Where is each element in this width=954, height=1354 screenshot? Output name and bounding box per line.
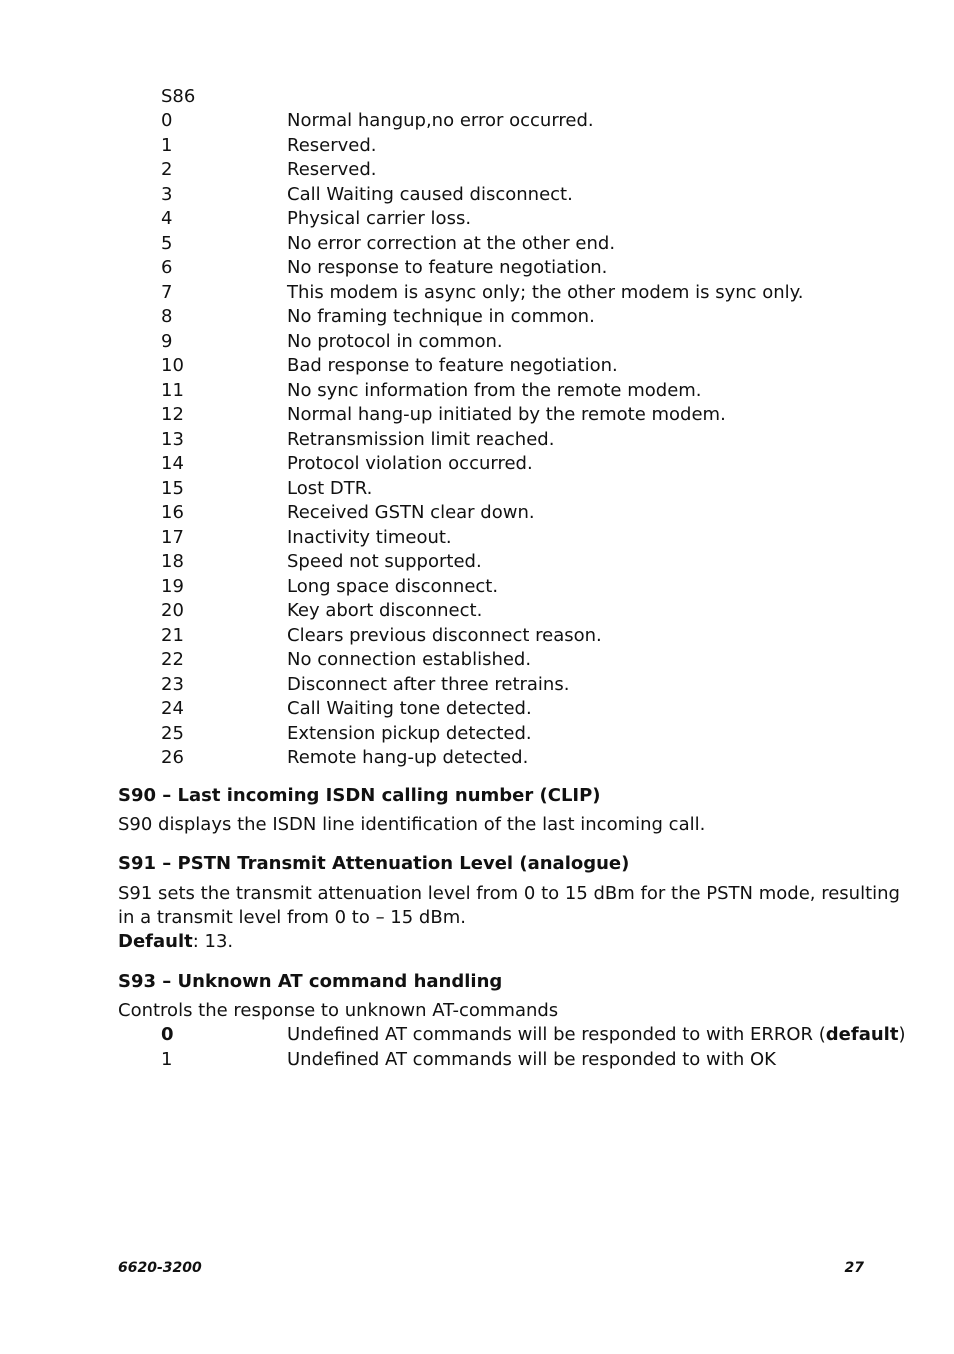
- code-row: [161, 550, 881, 575]
- code-number: 1: [161, 134, 173, 156]
- code-row: [161, 575, 881, 600]
- code-row: [161, 330, 881, 355]
- s93-section: [118, 970, 906, 1072]
- code-row: [161, 746, 881, 771]
- code-description: Inactivity timeout.: [287, 526, 452, 548]
- code-number: 16: [161, 502, 184, 523]
- code-row: [161, 281, 881, 306]
- code-row: [161, 134, 881, 159]
- code-row: [161, 158, 881, 183]
- code-description: Speed not supported.: [287, 551, 482, 572]
- footer-page-number: 27: [844, 1260, 864, 1276]
- code-row: [161, 501, 881, 526]
- code-number: 19: [161, 575, 184, 597]
- code-description: Physical carrier loss.: [287, 208, 472, 229]
- footer-doc-number: 6620-3200: [118, 1260, 202, 1276]
- s91-text-line2: in a transmit level from 0 to – 15 dBm.: [118, 907, 466, 928]
- s93-option-0-close: ): [898, 1024, 906, 1045]
- code-description: No connection established.: [287, 649, 532, 670]
- code-number: 23: [161, 673, 184, 695]
- code-row: [161, 256, 881, 281]
- code-description: Retransmission limit reached.: [287, 428, 555, 450]
- code-row: [161, 697, 881, 722]
- code-number: 21: [161, 624, 184, 646]
- code-number: 14: [161, 453, 184, 474]
- code-row: [161, 599, 881, 624]
- code-number: 3: [161, 183, 173, 205]
- s90-section: [118, 784, 878, 837]
- s93-option-0-desc: [287, 1023, 905, 1048]
- code-number: 2: [161, 159, 173, 180]
- code-row: [161, 403, 881, 428]
- code-number: 25: [161, 722, 184, 744]
- s93-option-0-code: 0: [161, 1024, 174, 1045]
- code-number: 10: [161, 355, 184, 376]
- code-description: Reserved.: [287, 159, 377, 180]
- code-number: 8: [161, 306, 173, 327]
- code-row: [161, 183, 881, 208]
- code-description: Normal hang-up initiated by the remote modem.: [287, 404, 726, 425]
- code-number: 5: [161, 232, 173, 254]
- code-number: 6: [161, 257, 173, 278]
- s86-label: S86: [161, 86, 196, 107]
- code-description: Lost DTR.: [287, 477, 373, 499]
- code-description: No sync information from the remote modem.: [287, 379, 702, 401]
- code-number: 18: [161, 551, 184, 572]
- code-row: [161, 624, 881, 649]
- s93-option-1-code: 1: [161, 1048, 173, 1070]
- code-description: No framing technique in common.: [287, 306, 595, 327]
- code-number: 0: [161, 110, 173, 131]
- code-description: Call Waiting caused disconnect.: [287, 183, 573, 205]
- code-description: Clears previous disconnect reason.: [287, 624, 602, 646]
- code-row: [161, 207, 881, 232]
- code-number: 20: [161, 600, 184, 621]
- code-row: [161, 526, 881, 551]
- s91-section: [118, 852, 900, 954]
- code-number: 15: [161, 477, 184, 499]
- code-description: No protocol in common.: [287, 330, 503, 352]
- code-description: Key abort disconnect.: [287, 600, 483, 621]
- s91-default: [118, 930, 878, 954]
- s93-option-1: [161, 1048, 878, 1073]
- code-description: No response to feature negotiation.: [287, 257, 608, 278]
- code-row: [161, 722, 881, 747]
- s93-option-1-text: Undefined AT commands will be responded to with OK: [287, 1048, 776, 1070]
- code-row: [161, 428, 881, 453]
- code-row: [161, 477, 881, 502]
- code-description: Disconnect after three retrains.: [287, 673, 570, 695]
- s91-default-label: Default: [118, 931, 193, 952]
- code-number: 13: [161, 428, 184, 450]
- code-number: 26: [161, 747, 184, 768]
- s91-text-line1: S91 sets the transmit attenuation level from 0 to 15 dBm for the PSTN mode, resulting: [118, 883, 900, 904]
- code-row: [161, 379, 881, 404]
- code-description: Long space disconnect.: [287, 575, 499, 597]
- code-description: Extension pickup detected.: [287, 722, 532, 744]
- code-row: [161, 673, 881, 698]
- code-row: [161, 305, 881, 330]
- code-row: [161, 109, 881, 134]
- code-number: 7: [161, 281, 173, 303]
- s93-option-0-default: default: [825, 1024, 899, 1045]
- code-description: Normal hangup,no error occurred.: [287, 110, 594, 131]
- code-description: Reserved.: [287, 134, 377, 156]
- code-description: No error correction at the other end.: [287, 232, 616, 254]
- code-number: 22: [161, 649, 184, 670]
- code-row: [161, 232, 881, 257]
- code-description: Bad response to feature negotiation.: [287, 355, 618, 376]
- code-description: Received GSTN clear down.: [287, 502, 535, 523]
- code-number: 4: [161, 208, 173, 229]
- code-number: 24: [161, 698, 184, 719]
- s86-code-list: [161, 109, 881, 771]
- code-description: This modem is async only; the other modem is sync only.: [287, 281, 804, 303]
- s91-heading: S91 – PSTN Transmit Attenuation Level (analogue): [118, 853, 630, 874]
- s93-heading: S93 – Unknown AT command handling: [118, 971, 503, 992]
- s93-option-0: [161, 1023, 906, 1048]
- code-number: 9: [161, 330, 173, 352]
- s91-default-value: : 13.: [192, 931, 234, 952]
- s90-text: S90 displays the ISDN line identification of the last incoming call.: [118, 814, 706, 835]
- code-description: Protocol violation occurred.: [287, 453, 533, 474]
- code-description: Remote hang-up detected.: [287, 747, 529, 768]
- code-description: Call Waiting tone detected.: [287, 698, 532, 719]
- s90-heading: S90 – Last incoming ISDN calling number (CLIP): [118, 785, 601, 806]
- s93-option-0-text: Undefined AT commands will be responded to with ERROR (: [287, 1024, 826, 1045]
- code-number: 12: [161, 404, 184, 425]
- code-row: [161, 452, 881, 477]
- s93-intro: Controls the response to unknown AT-commands: [118, 1000, 559, 1021]
- code-row: [161, 648, 881, 673]
- code-number: 17: [161, 526, 184, 548]
- code-number: 11: [161, 379, 184, 401]
- code-row: [161, 354, 881, 379]
